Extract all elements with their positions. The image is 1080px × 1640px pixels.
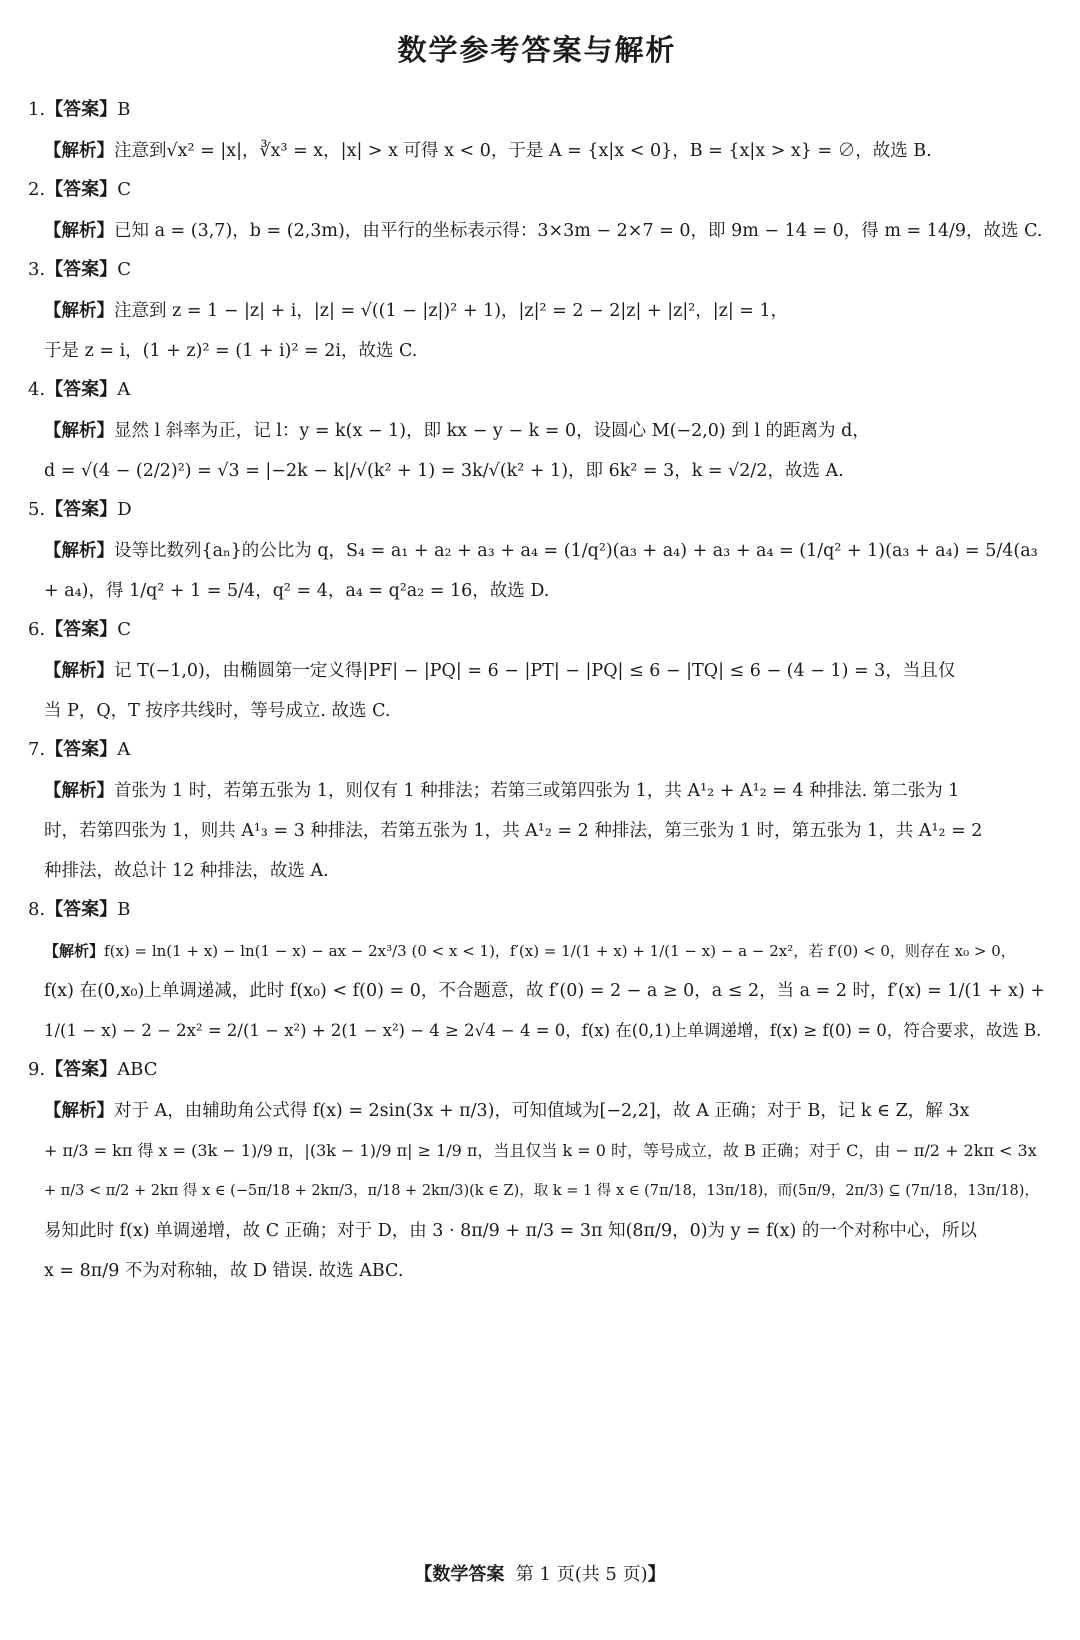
explanation-line	[44, 931, 1046, 971]
answer-item	[28, 179, 1046, 251]
explanation-text: x = 8π/9 不为对称轴，故 D 错误. 故选 ABC.	[44, 1261, 404, 1281]
explanation-line	[44, 211, 1046, 251]
footer-left-bracket: 【	[414, 1564, 433, 1585]
explanation-line	[44, 131, 1046, 171]
answer-tag: 【答案】	[45, 1059, 118, 1080]
answer-tag: 【答案】	[45, 499, 118, 520]
explanation	[28, 1091, 1046, 1291]
explanation-line	[44, 531, 1046, 571]
explanation-line	[44, 651, 1046, 691]
explanation-text: 注意到√x² = |x|，∛x³ = x，|x| > x 可得 x < 0，于是 A = {x|x < 0}，B = {x|x > x} = ∅，故选 B.	[114, 141, 932, 161]
answer-item	[28, 1059, 1046, 1291]
answer-item	[28, 899, 1046, 1051]
answer-value: A	[117, 739, 131, 760]
answer-value: ABC	[117, 1059, 158, 1080]
explanation-tag: 【解析】	[44, 421, 114, 441]
question-number: 6.	[28, 619, 46, 640]
answer-tag: 【答案】	[45, 259, 118, 280]
answer-line	[28, 259, 1046, 281]
answer-value: D	[117, 499, 132, 520]
explanation-text: 注意到 z = 1 − |z| + i，|z| = √((1 − |z|)² + 1)，|z|² = 2 − 2|z| + |z|²，|z| = 1，	[114, 301, 789, 321]
question-number: 4.	[28, 379, 46, 400]
explanation-tag: 【解析】	[44, 942, 105, 960]
answer-line	[28, 739, 1046, 761]
page-footer	[0, 1560, 1080, 1586]
explanation-text: f(x) = ln(1 + x) − ln(1 − x) − ax − 2x³/3 (0 < x < 1)，f′(x) = 1/(1 + x) + 1/(1 − x) − a − 2x²，若 f′(0) < 0，则存在 x₀ > 0，	[104, 942, 1016, 960]
answer-tag: 【答案】	[45, 899, 118, 920]
answer-tag: 【答案】	[45, 99, 118, 120]
answer-item	[28, 99, 1046, 171]
explanation-tag: 【解析】	[44, 141, 114, 161]
explanation	[28, 531, 1046, 611]
explanation-text: f(x) 在(0,x₀)上单调递减，此时 f(x₀) < f(0) = 0，不合题意，故 f′(0) = 2 − a ≥ 0，a ≤ 2，当 a = 2 时，f′(x) = 1/(1 + x) +	[44, 981, 1046, 1001]
explanation-line	[44, 331, 1046, 371]
answer-line	[28, 1059, 1046, 1081]
answer-line	[28, 619, 1046, 641]
explanation-text: + a₄)，得 1/q² + 1 = 5/4，q² = 4，a₄ = q²a₂ = 16，故选 D.	[44, 581, 550, 601]
answer-line	[28, 99, 1046, 121]
explanation-line	[44, 1131, 1046, 1171]
explanation-line	[44, 451, 1046, 491]
explanation-text: 对于 A，由辅助角公式得 f(x) = 2sin(3x + π/3)，可知值域为[−2,2]，故 A 正确；对于 B，记 k ∈ Z，解 3x	[114, 1101, 970, 1121]
explanation-text: + π/3 = kπ 得 x = (3k − 1)/9 π，|(3k − 1)/9 π| ≥ 1/9 π，当且仅当 k = 0 时，等号成立，故 B 正确；对于 C，由 − π/2 + 2kπ < 3x	[44, 1141, 1037, 1160]
explanation-line	[44, 771, 1046, 811]
explanation-tag: 【解析】	[44, 541, 114, 561]
question-number: 5.	[28, 499, 46, 520]
answer-item	[28, 619, 1046, 731]
question-number: 7.	[28, 739, 46, 760]
explanation-text: 设等比数列{aₙ}的公比为 q，S₄ = a₁ + a₂ + a₃ + a₄ = (1/q²)(a₃ + a₄) + a₃ + a₄ = (1/q² + 1)(a₃ + a₄) = 5/4(a₃	[114, 541, 1038, 561]
explanation	[28, 931, 1046, 1051]
explanation-text: + π/3 < π/2 + 2kπ 得 x ∈ (−5π/18 + 2kπ/3，π/18 + 2kπ/3)(k ∈ Z)，取 k = 1 得 x ∈ (7π/18，13π/18)，而(5π/9，2π/3) ⊆ (7π/18，13π/18)，	[44, 1183, 1039, 1199]
answer-item	[28, 259, 1046, 371]
explanation	[28, 291, 1046, 371]
answer-line	[28, 379, 1046, 401]
explanation-tag: 【解析】	[44, 221, 114, 241]
footer-right-bracket: 】	[647, 1564, 666, 1585]
explanation-line	[44, 971, 1046, 1011]
explanation-tag: 【解析】	[44, 781, 114, 801]
answer-item	[28, 739, 1046, 891]
explanation-line	[44, 691, 1046, 731]
question-number: 1.	[28, 99, 46, 120]
question-number: 3.	[28, 259, 46, 280]
explanation-tag: 【解析】	[44, 301, 114, 321]
answer-value: C	[117, 179, 131, 200]
answer-item	[28, 499, 1046, 611]
answer-tag: 【答案】	[45, 179, 118, 200]
explanation-text: 显然 l 斜率为正，记 l：y = k(x − 1)，即 kx − y − k = 0，设圆心 M(−2,0) 到 l 的距离为 d，	[114, 421, 870, 441]
explanation	[28, 131, 1046, 171]
explanation-text: 当 P，Q，T 按序共线时，等号成立. 故选 C.	[44, 701, 391, 721]
footer-page-number: 第 1 页(共 5 页)	[515, 1564, 648, 1585]
explanation	[28, 211, 1046, 251]
question-number: 2.	[28, 179, 46, 200]
explanation	[28, 651, 1046, 731]
answer-tag: 【答案】	[45, 739, 118, 760]
question-number: 9.	[28, 1059, 46, 1080]
answer-value: C	[117, 259, 131, 280]
answer-line	[28, 179, 1046, 201]
answer-line	[28, 899, 1046, 921]
explanation-text: 记 T(−1,0)，由椭圆第一定义得|PF| − |PQ| = 6 − |PT| − |PQ| ≤ 6 − |TQ| ≤ 6 − (4 − 1) = 3，当且仅	[114, 661, 956, 681]
explanation-line	[44, 1251, 1046, 1291]
answer-tag: 【答案】	[45, 619, 118, 640]
explanation-text: 易知此时 f(x) 单调递增，故 C 正确；对于 D，由 3 · 8π/9 + π/3 = 3π 知(8π/9，0)为 y = f(x) 的一个对称中心，所以	[44, 1221, 977, 1241]
explanation-text: 于是 z = i，(1 + z)² = (1 + i)² = 2i，故选 C.	[44, 341, 418, 361]
explanation-line	[44, 411, 1046, 451]
explanation-line	[44, 1011, 1046, 1051]
page-title: 数学参考答案与解析	[397, 33, 677, 67]
footer-label: 数学答案	[432, 1564, 505, 1585]
explanation-tag: 【解析】	[44, 1101, 114, 1121]
explanation-line	[44, 571, 1046, 611]
answer-value: B	[117, 899, 131, 920]
answer-tag: 【答案】	[45, 379, 118, 400]
answer-item	[28, 379, 1046, 491]
explanation-line	[44, 1171, 1046, 1211]
explanation-line	[44, 1211, 1046, 1251]
explanation-text: 种排法，故总计 12 种排法，故选 A.	[44, 861, 329, 881]
explanation-text: 1/(1 − x) − 2 − 2x² = 2/(1 − x²) + 2(1 − x²) − 4 ≥ 2√4 − 4 = 0，f(x) 在(0,1)上单调递增，f(x) ≥ f(0) = 0，符合要求，故选 B.	[44, 1021, 1042, 1040]
answer-value: C	[117, 619, 131, 640]
explanation-text: 首张为 1 时，若第五张为 1，则仅有 1 种排法；若第三或第四张为 1，共 A¹₂ + A¹₂ = 4 种排法. 第二张为 1	[114, 781, 960, 801]
answer-line	[28, 499, 1046, 521]
explanation-line	[44, 291, 1046, 331]
question-number: 8.	[28, 899, 46, 920]
explanation-text: 时，若第四张为 1，则共 A¹₃ = 3 种排法，若第五张为 1，共 A¹₂ = 2 种排法，第三张为 1 时，第五张为 1，共 A¹₂ = 2	[44, 821, 983, 841]
explanation-line	[44, 1091, 1046, 1131]
explanation-line	[44, 851, 1046, 891]
explanation-tag: 【解析】	[44, 661, 114, 681]
answer-list	[28, 99, 1046, 1291]
answer-value: B	[117, 99, 131, 120]
answer-value: A	[117, 379, 131, 400]
explanation	[28, 411, 1046, 491]
explanation	[28, 771, 1046, 891]
explanation-text: 已知 a = (3,7)，b = (2,3m)，由平行的坐标表示得：3×3m − 2×7 = 0，即 9m − 14 = 0，得 m = 14/9，故选 C.	[114, 221, 1043, 241]
explanation-line	[44, 811, 1046, 851]
explanation-text: d = √(4 − (2/2)²) = √3 = |−2k − k|/√(k² + 1) = 3k/√(k² + 1)，即 6k² = 3，k = √2/2，故选 A.	[44, 461, 844, 481]
